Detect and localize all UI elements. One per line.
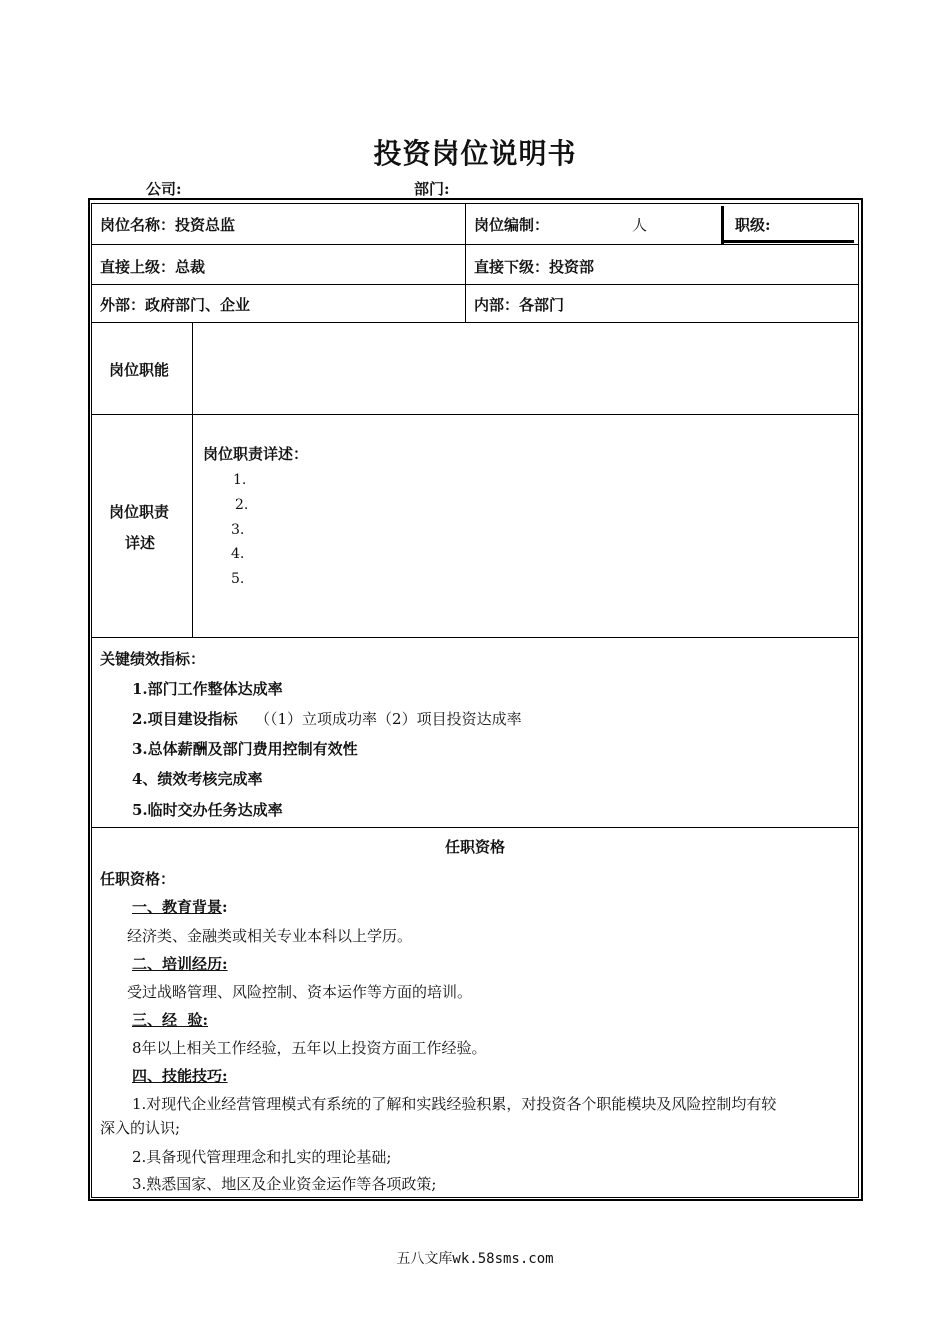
- row-divider-5: [91, 637, 859, 638]
- external-contacts: 外部：政府部门、企业: [100, 296, 251, 314]
- row-divider-1: [91, 244, 859, 245]
- skills-item-3: 3.熟悉国家、地区及企业资金运作等各项政策;: [132, 1175, 437, 1193]
- training-title: 二、培训经历:: [132, 955, 228, 973]
- grade-label: 职级:: [735, 216, 771, 234]
- education-text: 经济类、金融类或相关专业本科以上学历。: [127, 927, 413, 945]
- headcount-unit: 人: [632, 216, 648, 234]
- education-title-colon: :: [222, 898, 228, 916]
- qualification-section-title: 任职资格: [444, 838, 505, 856]
- duty-item: 3.: [231, 522, 245, 538]
- skills-item-2: 2.具备现代管理理念和扎实的理论基础;: [132, 1148, 392, 1166]
- skills-item-1-cont: 深入的认识;: [100, 1119, 181, 1137]
- training-text: 受过战略管理、风险控制、资本运作等方面的培训。: [127, 983, 473, 1001]
- column-divider-label: [192, 322, 193, 637]
- duty-item: 5.: [231, 571, 245, 587]
- duty-item: 4.: [231, 546, 245, 562]
- direct-superior: 直接上级：总裁: [100, 258, 206, 276]
- row-divider-3: [91, 322, 859, 323]
- kpi-item: 3.总体薪酬及部门费用控制有效性: [132, 740, 358, 758]
- row-divider-6: [91, 827, 859, 828]
- row-divider-4: [91, 414, 859, 415]
- document-title: 投资岗位说明书: [373, 137, 577, 170]
- duty-label-line2: 详述: [125, 534, 156, 552]
- headcount-label: 岗位编制：: [474, 216, 550, 234]
- skills-item-1: 1.对现代企业经营管理模式有系统的了解和实践经验积累，对投资各个职能模块及风险控制均有较: [132, 1095, 777, 1113]
- grade-cell-underline: [724, 240, 854, 243]
- department-label: 部门:: [414, 180, 450, 198]
- position-name: 岗位名称：投资总监: [100, 216, 236, 234]
- education-title: [132, 897, 228, 917]
- duty-item: 1.: [233, 472, 247, 488]
- column-divider-grade: [721, 206, 724, 244]
- experience-text: 8年以上相关工作经验，五年以上投资方面工作经验。: [132, 1039, 487, 1057]
- qualification-heading: 任职资格：: [100, 870, 176, 888]
- education-title-text: 一、教育背景: [132, 898, 223, 916]
- skills-title: 四、技能技巧:: [132, 1067, 228, 1085]
- duty-heading: 岗位职责详述：: [203, 445, 309, 463]
- company-label: 公司:: [146, 180, 182, 198]
- kpi-item: 4、绩效考核完成率: [132, 770, 263, 788]
- column-divider-mid: [465, 203, 466, 322]
- function-label: 岗位职能: [109, 361, 170, 379]
- footer-watermark: 五八文库wk.58sms.com: [396, 1251, 554, 1267]
- kpi-item: 2.项目建设指标: [132, 710, 238, 728]
- kpi-item: 1.部门工作整体达成率: [132, 680, 283, 698]
- duty-item: 2.: [235, 497, 249, 513]
- experience-title: 三、经 验:: [132, 1011, 208, 1029]
- row-divider-2: [91, 284, 859, 285]
- duty-label-line1: 岗位职责: [109, 503, 170, 521]
- internal-contacts: 内部：各部门: [474, 296, 565, 314]
- kpi-item-detail: （（1）立项成功率（2）项目投资达成率: [255, 710, 522, 728]
- kpi-item: 5.临时交办任务达成率: [132, 801, 283, 819]
- direct-subordinate: 直接下级：投资部: [474, 258, 595, 276]
- kpi-heading: 关键绩效指标：: [100, 650, 206, 668]
